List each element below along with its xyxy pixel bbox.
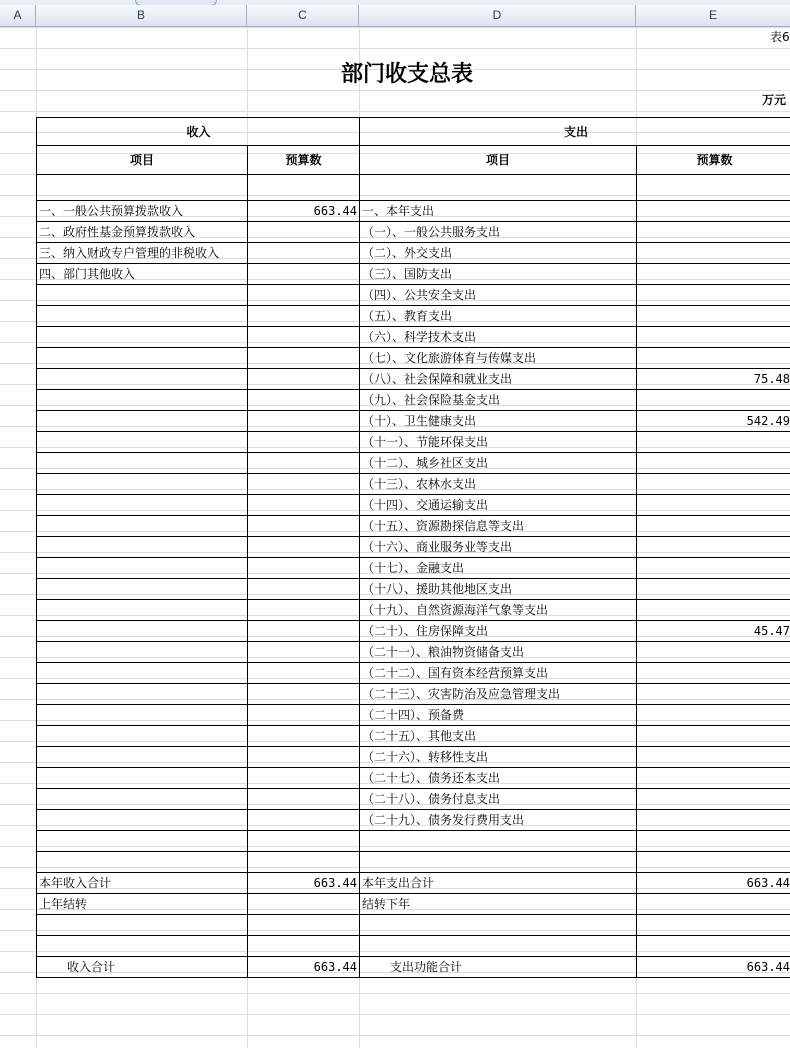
table-row-expense-value[interactable] bbox=[636, 264, 790, 285]
table-row-income-value[interactable] bbox=[247, 390, 359, 411]
table-row-income-value[interactable] bbox=[247, 558, 359, 579]
table-row-income-value[interactable] bbox=[247, 705, 359, 726]
grid-row-line bbox=[0, 111, 790, 112]
table-row-income-value[interactable] bbox=[247, 453, 359, 474]
column-header-a[interactable]: A bbox=[0, 5, 36, 26]
header-expense-item[interactable]: 项目 bbox=[359, 146, 636, 175]
table-row-expense-value[interactable] bbox=[636, 810, 790, 831]
header-expense-budget[interactable]: 预算数 bbox=[636, 146, 790, 175]
table-row-expense-value[interactable] bbox=[636, 558, 790, 579]
table-row-income-value[interactable] bbox=[247, 495, 359, 516]
table-row-expense-item[interactable]: （二）、外交支出 bbox=[359, 243, 636, 264]
table-row-income-item[interactable] bbox=[36, 558, 247, 579]
header-spacer-d[interactable] bbox=[359, 175, 636, 201]
table-row-income-item[interactable] bbox=[36, 789, 247, 810]
table-row-expense-value[interactable]: 45.47 bbox=[636, 621, 790, 642]
table-row-income-value[interactable] bbox=[247, 264, 359, 285]
next-year-carry-value[interactable] bbox=[636, 894, 790, 915]
table-row-income-item[interactable] bbox=[36, 663, 247, 684]
table-row-income-item[interactable] bbox=[36, 600, 247, 621]
table-row-income-item[interactable] bbox=[36, 327, 247, 348]
table-row-income-value[interactable] bbox=[247, 621, 359, 642]
header-income-budget[interactable]: 预算数 bbox=[247, 146, 359, 175]
table-row-expense-item[interactable]: （二十三）、灾害防治及应急管理支出 bbox=[359, 684, 636, 705]
table-row-income-item[interactable] bbox=[36, 621, 247, 642]
table-row-expense-item[interactable] bbox=[359, 852, 636, 873]
page-title: 部门收支总表 bbox=[341, 61, 474, 87]
table-row-income-value[interactable] bbox=[247, 432, 359, 453]
table-row-income-item[interactable] bbox=[36, 831, 247, 852]
column-header-e[interactable]: E bbox=[708, 8, 717, 22]
column-header-row bbox=[0, 5, 790, 27]
table-row-income-value[interactable] bbox=[247, 663, 359, 684]
table-row-expense-value[interactable] bbox=[636, 831, 790, 852]
table-row-expense-item[interactable]: （十三）、农林水支出 bbox=[359, 474, 636, 495]
table-row-expense-item[interactable]: （七）、文化旅游体育与传媒支出 bbox=[359, 348, 636, 369]
column-header-b[interactable]: B bbox=[36, 5, 247, 26]
table-row-income-value[interactable] bbox=[247, 537, 359, 558]
table-row-expense-item[interactable] bbox=[359, 831, 636, 852]
table-row-income-value[interactable] bbox=[247, 285, 359, 306]
table-row-income-value[interactable] bbox=[247, 306, 359, 327]
header-spacer-b[interactable] bbox=[36, 175, 247, 201]
header-income[interactable]: 收入 bbox=[36, 117, 360, 146]
table-row-income-value[interactable] bbox=[247, 789, 359, 810]
table-row-expense-item[interactable]: （九）、社会保险基金支出 bbox=[359, 390, 636, 411]
table-row-expense-item[interactable]: （二十六）、转移性支出 bbox=[359, 747, 636, 768]
table-row-empty[interactable] bbox=[247, 915, 359, 936]
table-row-expense-item[interactable]: （二十四）、预备费 bbox=[359, 705, 636, 726]
table-row-income-value[interactable] bbox=[247, 222, 359, 243]
table-row-expense-item[interactable]: （二十）、住房保障支出 bbox=[359, 621, 636, 642]
table-row-income-item[interactable] bbox=[36, 390, 247, 411]
table-row-expense-item[interactable]: 一、本年支出 bbox=[359, 201, 636, 222]
table-row-expense-value[interactable] bbox=[636, 684, 790, 705]
table-row-income-value[interactable] bbox=[247, 579, 359, 600]
table-row-expense-value[interactable] bbox=[636, 453, 790, 474]
grid-row-line bbox=[0, 1035, 790, 1036]
table-row-income-item[interactable] bbox=[36, 306, 247, 327]
income-total-label[interactable]: 收入合计 bbox=[36, 957, 247, 978]
table-row-empty[interactable] bbox=[36, 915, 247, 936]
table-row-income-value[interactable] bbox=[247, 369, 359, 390]
table-row-empty[interactable] bbox=[247, 936, 359, 957]
table-row-expense-item[interactable]: （四）、公共安全支出 bbox=[359, 285, 636, 306]
table-row-income-value[interactable] bbox=[247, 642, 359, 663]
table-row-income-item[interactable] bbox=[36, 495, 247, 516]
table-row-income-item[interactable] bbox=[36, 579, 247, 600]
table-row-expense-value[interactable] bbox=[636, 747, 790, 768]
table-row-expense-item[interactable]: （十六）、商业服务业等支出 bbox=[359, 537, 636, 558]
table-row-expense-item[interactable]: （十八）、援助其他地区支出 bbox=[359, 579, 636, 600]
table-row-expense-item[interactable]: （六）、科学技术支出 bbox=[359, 327, 636, 348]
table-row-empty[interactable] bbox=[636, 915, 790, 936]
table-row-expense-value[interactable] bbox=[636, 327, 790, 348]
table-row-income-value[interactable] bbox=[247, 348, 359, 369]
table-row-income-item[interactable] bbox=[36, 684, 247, 705]
table-row-expense-item[interactable]: （十七）、金融支出 bbox=[359, 558, 636, 579]
table-row-expense-item[interactable]: （二十七）、债务还本支出 bbox=[359, 768, 636, 789]
table-row-income-item[interactable] bbox=[36, 516, 247, 537]
table-row-expense-value[interactable] bbox=[636, 348, 790, 369]
table-row-income-value[interactable] bbox=[247, 474, 359, 495]
table-row-income-item[interactable] bbox=[36, 432, 247, 453]
table-row-income-value[interactable] bbox=[247, 810, 359, 831]
table-row-expense-value[interactable]: 75.48 bbox=[636, 369, 790, 390]
table-row-expense-value[interactable] bbox=[636, 789, 790, 810]
header-income-item[interactable]: 项目 bbox=[36, 146, 247, 175]
table-row-income-value[interactable] bbox=[247, 768, 359, 789]
header-spacer-c[interactable] bbox=[247, 175, 359, 201]
table-row-income-item[interactable] bbox=[36, 411, 247, 432]
table-row-expense-value[interactable] bbox=[636, 390, 790, 411]
table-row-expense-item[interactable]: （十五）、资源勘探信息等支出 bbox=[359, 516, 636, 537]
table-row-empty[interactable] bbox=[359, 915, 636, 936]
table-row-income-value[interactable]: 663.44 bbox=[247, 201, 359, 222]
table-row-income-item[interactable] bbox=[36, 810, 247, 831]
table-row-income-value[interactable] bbox=[247, 852, 359, 873]
column-header-d[interactable]: D bbox=[359, 5, 636, 26]
prev-year-carry-value[interactable] bbox=[247, 894, 359, 915]
income-year-total-value[interactable]: 663.44 bbox=[247, 873, 359, 894]
table-row-expense-item[interactable]: （十四）、交通运输支出 bbox=[359, 495, 636, 516]
table-row-expense-item[interactable]: （十一）、节能环保支出 bbox=[359, 432, 636, 453]
income-year-total-label[interactable]: 本年收入合计 bbox=[36, 873, 247, 894]
grid-row-line bbox=[0, 48, 790, 49]
table-row-income-item[interactable] bbox=[36, 705, 247, 726]
table-row-expense-value[interactable] bbox=[636, 663, 790, 684]
income-total-value[interactable]: 663.44 bbox=[247, 957, 359, 978]
table-row-expense-value[interactable] bbox=[636, 495, 790, 516]
table-row-expense-value[interactable] bbox=[636, 432, 790, 453]
table-row-income-item[interactable] bbox=[36, 768, 247, 789]
table-row-expense-value[interactable] bbox=[636, 852, 790, 873]
table-row-income-value[interactable] bbox=[247, 243, 359, 264]
table-row-expense-item[interactable]: （二十二）、国有资本经营预算支出 bbox=[359, 663, 636, 684]
table-row-income-item[interactable] bbox=[36, 285, 247, 306]
table-row-empty[interactable] bbox=[359, 936, 636, 957]
table-row-expense-value[interactable]: 542.49 bbox=[636, 411, 790, 432]
table-row-expense-value[interactable] bbox=[636, 243, 790, 264]
table-row-income-item[interactable] bbox=[36, 474, 247, 495]
table-row-expense-value[interactable] bbox=[636, 642, 790, 663]
table-row-income-value[interactable] bbox=[247, 600, 359, 621]
table-row-income-item[interactable]: 二、政府性基金预算拨款收入 bbox=[36, 222, 247, 243]
table-row-income-value[interactable] bbox=[247, 411, 359, 432]
table-row-income-item[interactable] bbox=[36, 747, 247, 768]
table-row-expense-item[interactable]: （十二）、城乡社区支出 bbox=[359, 453, 636, 474]
table-row-empty[interactable] bbox=[36, 936, 247, 957]
unit-label: 万元 bbox=[762, 93, 787, 107]
table-row-expense-item[interactable]: （二十五）、其他支出 bbox=[359, 726, 636, 747]
expense-total-value[interactable]: 663.44 bbox=[636, 957, 790, 978]
prev-year-carry-label[interactable]: 上年结转 bbox=[36, 894, 247, 915]
table-row-income-item[interactable] bbox=[36, 642, 247, 663]
table-row-expense-value[interactable] bbox=[636, 705, 790, 726]
table-row-expense-value[interactable] bbox=[636, 222, 790, 243]
grid-row-line bbox=[0, 1014, 790, 1015]
grid-row-line bbox=[0, 993, 790, 994]
table-row-income-item[interactable]: 三、纳入财政专户管理的非税收入 bbox=[36, 243, 247, 264]
expense-year-total-value[interactable]: 663.44 bbox=[636, 873, 790, 894]
table-row-income-item[interactable]: 四、部门其他收入 bbox=[36, 264, 247, 285]
grid-row-line bbox=[0, 27, 790, 28]
table-row-income-item[interactable] bbox=[36, 369, 247, 390]
table-row-expense-value[interactable] bbox=[636, 306, 790, 327]
table-row-income-value[interactable] bbox=[247, 726, 359, 747]
grid-row-line bbox=[0, 90, 790, 91]
expense-year-total-label[interactable]: 本年支出合计 bbox=[359, 873, 636, 894]
table-row-expense-value[interactable] bbox=[636, 600, 790, 621]
header-expense[interactable]: 支出 bbox=[359, 117, 790, 146]
table-row-income-item[interactable] bbox=[36, 537, 247, 558]
table-row-expense-item[interactable]: （二十八）、债务付息支出 bbox=[359, 789, 636, 810]
table-row-expense-value[interactable] bbox=[636, 579, 790, 600]
table-row-expense-value[interactable] bbox=[636, 768, 790, 789]
worksheet-grid[interactable] bbox=[0, 27, 790, 1048]
table-row-expense-item[interactable]: （二十一）、粮油物资储备支出 bbox=[359, 642, 636, 663]
table-row-expense-item[interactable]: （五）、教育支出 bbox=[359, 306, 636, 327]
table-row-income-value[interactable] bbox=[247, 516, 359, 537]
table-row-expense-value[interactable] bbox=[636, 516, 790, 537]
table-row-income-value[interactable] bbox=[247, 747, 359, 768]
table-row-expense-item[interactable]: （十）、卫生健康支出 bbox=[359, 411, 636, 432]
table-row-expense-item[interactable]: （八）、社会保障和就业支出 bbox=[359, 369, 636, 390]
table-row-expense-value[interactable] bbox=[636, 285, 790, 306]
table-row-expense-value[interactable] bbox=[636, 537, 790, 558]
table-row-expense-item[interactable]: （十九）、自然资源海洋气象等支出 bbox=[359, 600, 636, 621]
table-row-expense-value[interactable] bbox=[636, 201, 790, 222]
table-row-income-value[interactable] bbox=[247, 831, 359, 852]
column-header-c[interactable]: C bbox=[247, 5, 359, 26]
table-number: 表6 bbox=[770, 30, 790, 44]
table-row-expense-item[interactable]: （二十九）、债务发行费用支出 bbox=[359, 810, 636, 831]
expense-total-label[interactable]: 支出功能合计 bbox=[359, 957, 636, 978]
table-row-income-value[interactable] bbox=[247, 327, 359, 348]
table-row-income-value[interactable] bbox=[247, 684, 359, 705]
table-row-income-item[interactable] bbox=[36, 852, 247, 873]
table-row-expense-item[interactable]: （一）、一般公共服务支出 bbox=[359, 222, 636, 243]
table-row-empty[interactable] bbox=[636, 936, 790, 957]
table-row-income-item[interactable] bbox=[36, 348, 247, 369]
table-row-income-item[interactable] bbox=[36, 453, 247, 474]
header-spacer-e[interactable] bbox=[636, 175, 790, 201]
table-row-expense-value[interactable] bbox=[636, 474, 790, 495]
table-row-expense-item[interactable]: （三）、国防支出 bbox=[359, 264, 636, 285]
table-row-expense-value[interactable] bbox=[636, 726, 790, 747]
next-year-carry-label[interactable]: 结转下年 bbox=[359, 894, 636, 915]
table-row-income-item[interactable]: 一、一般公共预算拨款收入 bbox=[36, 201, 247, 222]
table-row-income-item[interactable] bbox=[36, 726, 247, 747]
